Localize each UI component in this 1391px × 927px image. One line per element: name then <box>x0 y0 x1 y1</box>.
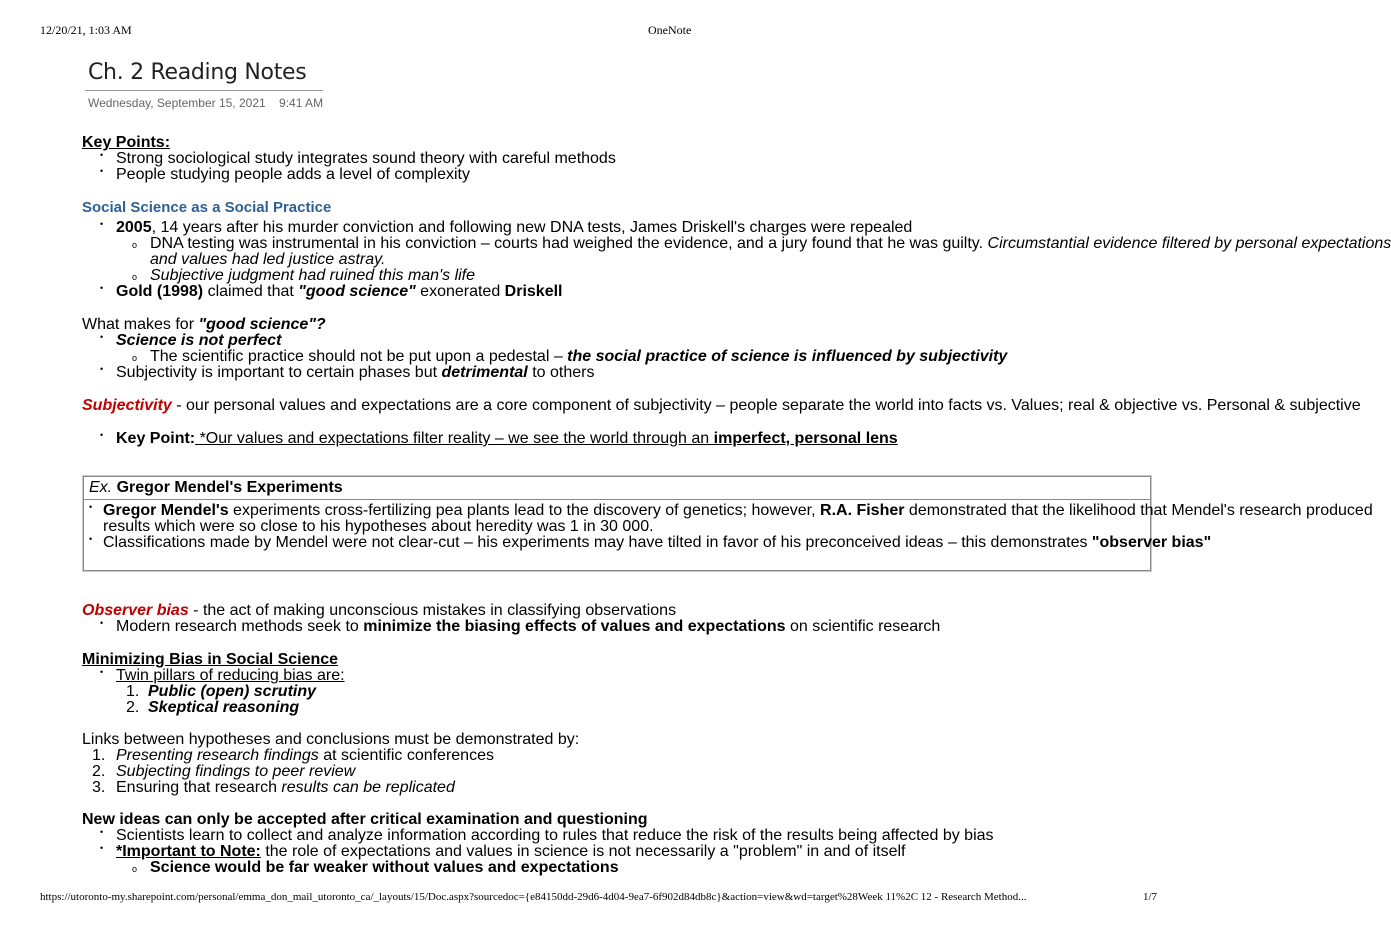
print-url: https://utoronto-my.sharepoint.com/personal/emma_don_mail_utoronto_ca/_layouts/15/Doc.aspx?sourcedoc={e84150dd-29d6-4d04-9ea7-6f902d84db8c}&action=view&wd=target%28Week 11%2C 12 - Research Method... <box>40 891 1027 903</box>
links-intro: Links between hypotheses and conclusions must be demonstrated by: <box>82 731 580 748</box>
print-app-name: OneNote <box>648 23 692 37</box>
list-item-continued: results which were so close to his hypotheses about heredity was 1 in 30 000. <box>103 518 654 535</box>
key-points-heading: Key Points: <box>82 134 171 151</box>
key-point-line: • Key Point: *Our values and expectations filter reality – we see the world through an imperfect, personal lens <box>100 430 898 447</box>
minimizing-bias-block <box>82 651 345 715</box>
numbered-item: 2. Skeptical reasoning <box>126 699 300 716</box>
example-table-header: Ex. Gregor Mendel's Experiments <box>84 477 1150 500</box>
title-rule <box>85 90 323 91</box>
sub-list-item: o DNA testing was instrumental in his conviction – courts had weighed the evidence, and a jury found that he was guilty. Circumstantial evidence filtered by personal expectations <box>132 235 1391 252</box>
section-social-practice <box>82 199 1391 299</box>
list-item: • 2005, 14 years after his murder conviction and following new DNA tests, James Driskell's charges were repealed <box>100 219 913 236</box>
example-table-body <box>84 500 1373 551</box>
list-item: • *Important to Note: the role of expectations and values in science is not necessarily a "problem" in and of itself <box>100 843 906 860</box>
page-title: Ch. 2 Reading Notes <box>88 60 307 85</box>
definition: Observer bias - the act of making unconscious mistakes in classifying observations <box>82 602 677 619</box>
print-datetime: 12/20/21, 1:03 AM <box>40 23 132 37</box>
definition: Subjectivity - our personal values and expectations are a core component of subjectivity – people separate the world into facts vs. Values; real & objective vs. Personal & subjective <box>82 397 1361 414</box>
links-block <box>82 731 579 795</box>
minimizing-heading: Minimizing Bias in Social Science <box>82 651 339 668</box>
sub-list-item: o The scientific practice should not be put upon a pedestal – the social practice of science is influenced by subjectivity <box>132 348 1008 365</box>
page-date-day: Wednesday, September 15, 2021 <box>88 96 266 110</box>
numbered-item: 1. Presenting research findings at scientific conferences <box>92 747 494 764</box>
list-item: • Gregor Mendel's experiments cross-fertilizing pea plants lead to the discovery of genetics; however, R.A. Fisher demonstrated that the likelihood that Mendel's research produced <box>89 502 1373 519</box>
page-date <box>88 96 323 110</box>
example-table <box>83 476 1373 571</box>
numbered-item: 3. Ensuring that research results can be replicated <box>92 779 455 796</box>
list-item: • People studying people adds a level of complexity <box>100 166 470 183</box>
numbered-item: 2. Subjecting findings to peer review <box>92 763 356 780</box>
list-item: • Gold (1998) claimed that "good science" exonerated Driskell <box>100 283 563 300</box>
good-science-block <box>82 316 1007 380</box>
list-item: • Twin pillars of reducing bias are: <box>100 667 345 684</box>
sub-list-item-continued: and values had led justice astray. <box>150 251 386 268</box>
list-item: • Scientists learn to collect and analyze information according to rules that reduce the risk of the results being affected by bias <box>100 827 994 844</box>
list-item: • Modern research methods seek to minimize the biasing effects of values and expectations on scientific research <box>100 618 941 635</box>
question: What makes for "good science"? <box>82 316 326 333</box>
key-points-block <box>82 134 616 182</box>
list-item: • Subjectivity is important to certain phases but detrimental to others <box>100 364 595 381</box>
list-item: • Strong sociological study integrates sound theory with careful methods <box>100 150 616 167</box>
print-page-number: 1/7 <box>1143 891 1158 903</box>
list-item: • Classifications made by Mendel were not clear-cut – his experiments may have tilted in favor of his preconceived ideas – this demonstrates "observer bias" <box>89 534 1212 551</box>
sub-list-item: o Science would be far weaker without values and expectations <box>132 859 619 876</box>
page-date-time: 9:41 AM <box>279 96 324 110</box>
new-ideas-block <box>82 811 994 875</box>
new-ideas-heading: New ideas can only be accepted after critical examination and questioning <box>82 811 648 828</box>
section-heading: Social Science as a Social Practice <box>82 199 332 216</box>
sub-list-item: o Subjective judgment had ruined this man's life <box>132 267 476 284</box>
subjectivity-block <box>82 397 1361 413</box>
list-item: • Science is not perfect <box>100 332 282 349</box>
observer-bias-block <box>82 602 940 634</box>
numbered-item: 1. Public (open) scrutiny <box>126 683 317 700</box>
